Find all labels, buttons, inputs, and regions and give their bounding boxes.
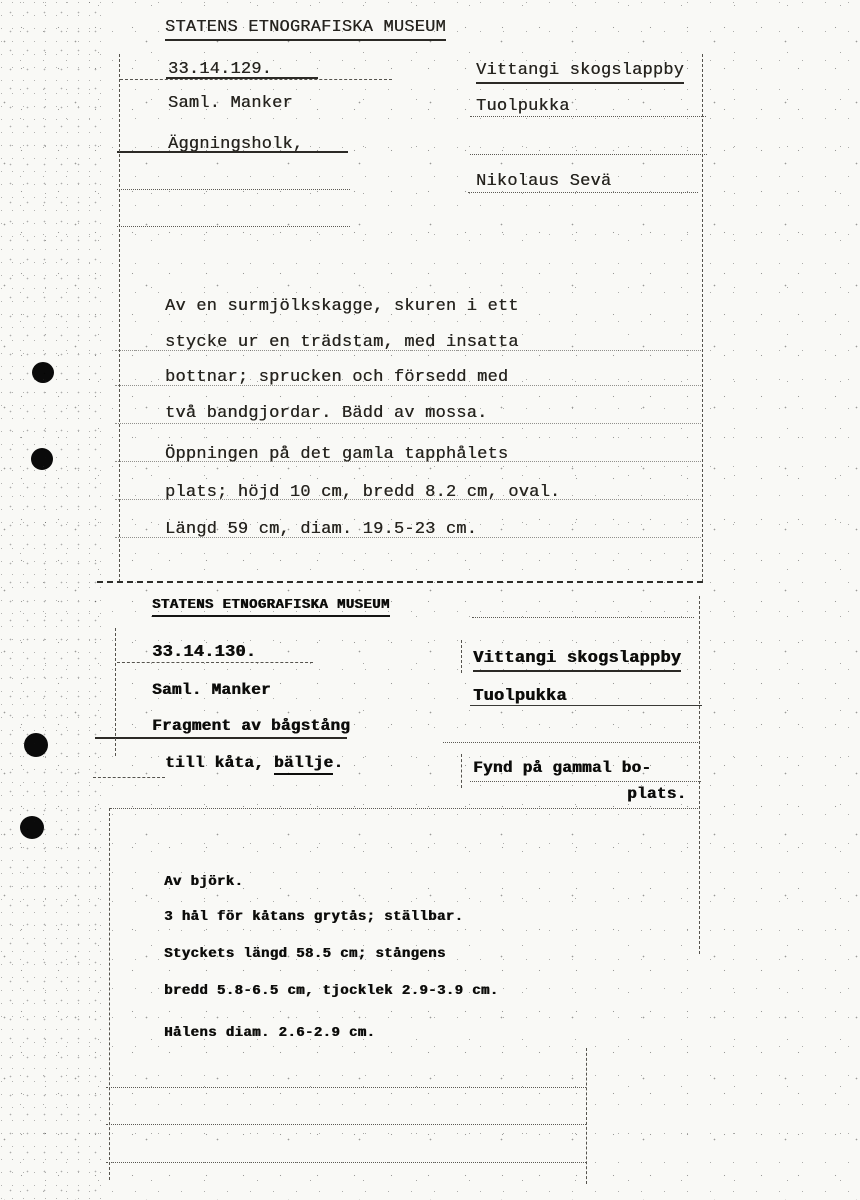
- card1-locality: Vittangi skogslappby: [476, 61, 684, 84]
- card1-catalog-number: 33.14.129.: [168, 60, 273, 79]
- card2-collection: Saml. Manker: [152, 681, 271, 699]
- card-border-right: [702, 54, 703, 582]
- card-border-left: [115, 628, 116, 756]
- ruled-line: [470, 154, 707, 155]
- card1-place: Tuolpukka: [476, 97, 570, 116]
- object-name-term: bällje: [274, 754, 333, 775]
- card1-collector: Nikolaus Sevä: [476, 172, 612, 191]
- ruled-line: [115, 423, 701, 424]
- ruled-line: [117, 226, 350, 227]
- scan-noise-left-margin: [0, 0, 110, 1200]
- ruled-line: [120, 79, 392, 80]
- ruled-line: [106, 1087, 586, 1088]
- card2-description-line: Av björk.: [164, 874, 244, 890]
- punch-hole: [31, 448, 53, 470]
- ruled-line: [117, 189, 350, 190]
- card2-object-name-line1: Fragment av bågstång: [152, 717, 351, 735]
- card2-object-name-line2: [165, 754, 343, 772]
- card2-find-note-line2: plats.: [627, 785, 687, 803]
- ruled-line-right-edge: [586, 1048, 587, 1184]
- ruled-line: [166, 77, 318, 79]
- card-border-right: [699, 596, 700, 954]
- card2-locality: Vittangi skogslappby: [473, 649, 681, 672]
- card-border-bottom: [97, 581, 703, 583]
- ruled-line: [117, 151, 348, 153]
- ruled-line: [470, 781, 701, 782]
- ruled-line: [115, 537, 701, 538]
- card2-description-line: bredd 5.8-6.5 cm, tjocklek 2.9-3.9 cm.: [164, 983, 499, 999]
- card1-description-line: två bandgjordar. Bädd av mossa.: [165, 404, 488, 423]
- punch-hole: [24, 733, 48, 757]
- ruled-line: [115, 350, 701, 351]
- ruled-line: [470, 705, 702, 706]
- ruled-line: [468, 192, 698, 193]
- ruled-line: [472, 617, 694, 618]
- card1-description-line: bottnar; sprucken och försedd med: [165, 368, 509, 387]
- card1-description-line: Av en surmjölkskagge, skuren i ett: [165, 297, 519, 316]
- card2-museum-header: STATENS ETNOGRAFISKA MUSEUM: [152, 597, 390, 617]
- punch-hole: [32, 362, 54, 383]
- card1-object-name: Äggningsholk,: [168, 135, 304, 154]
- ruled-line: [106, 1162, 586, 1163]
- card2-description-line: Hålens diam. 2.6-2.9 cm.: [164, 1025, 376, 1041]
- punch-hole: [20, 816, 44, 839]
- ruled-line: [115, 499, 701, 500]
- card2-catalog-number: 33.14.130.: [152, 643, 257, 662]
- ruled-line: [117, 662, 313, 663]
- card2-description-line: Styckets längd 58.5 cm; stångens: [164, 946, 446, 962]
- ruled-line: [443, 742, 698, 743]
- ruled-line: [95, 737, 347, 739]
- description-box-top: [110, 808, 700, 809]
- card2-place: Tuolpukka: [473, 687, 567, 706]
- column-divider-stub: [461, 640, 462, 673]
- card1-description-line: stycke ur en trädstam, med insatta: [165, 333, 519, 352]
- card2-find-note-line1: Fynd på gammal bo-: [473, 759, 652, 777]
- card1-description-line: Öppningen på det gamla tapphålets: [165, 445, 509, 464]
- column-divider-stub: [461, 754, 462, 788]
- ruled-line: [106, 1124, 586, 1125]
- ruled-line: [115, 461, 701, 462]
- card1-collection: Saml. Manker: [168, 94, 293, 113]
- ruled-line: [470, 116, 706, 117]
- object-name-suffix: .: [333, 754, 344, 772]
- card1-description-line: Längd 59 cm, diam. 19.5-23 cm.: [165, 520, 478, 539]
- card1-description-line: plats; höjd 10 cm, bredd 8.2 cm, oval.: [165, 483, 561, 502]
- card-border-left: [119, 54, 120, 582]
- card2-description-line: 3 hål för kåtans grytås; ställbar.: [164, 909, 464, 925]
- ruled-line: [93, 777, 165, 778]
- object-name-prefix: till kåta,: [165, 754, 274, 772]
- card1-museum-header: STATENS ETNOGRAFISKA MUSEUM: [165, 18, 446, 41]
- ruled-line: [115, 385, 701, 386]
